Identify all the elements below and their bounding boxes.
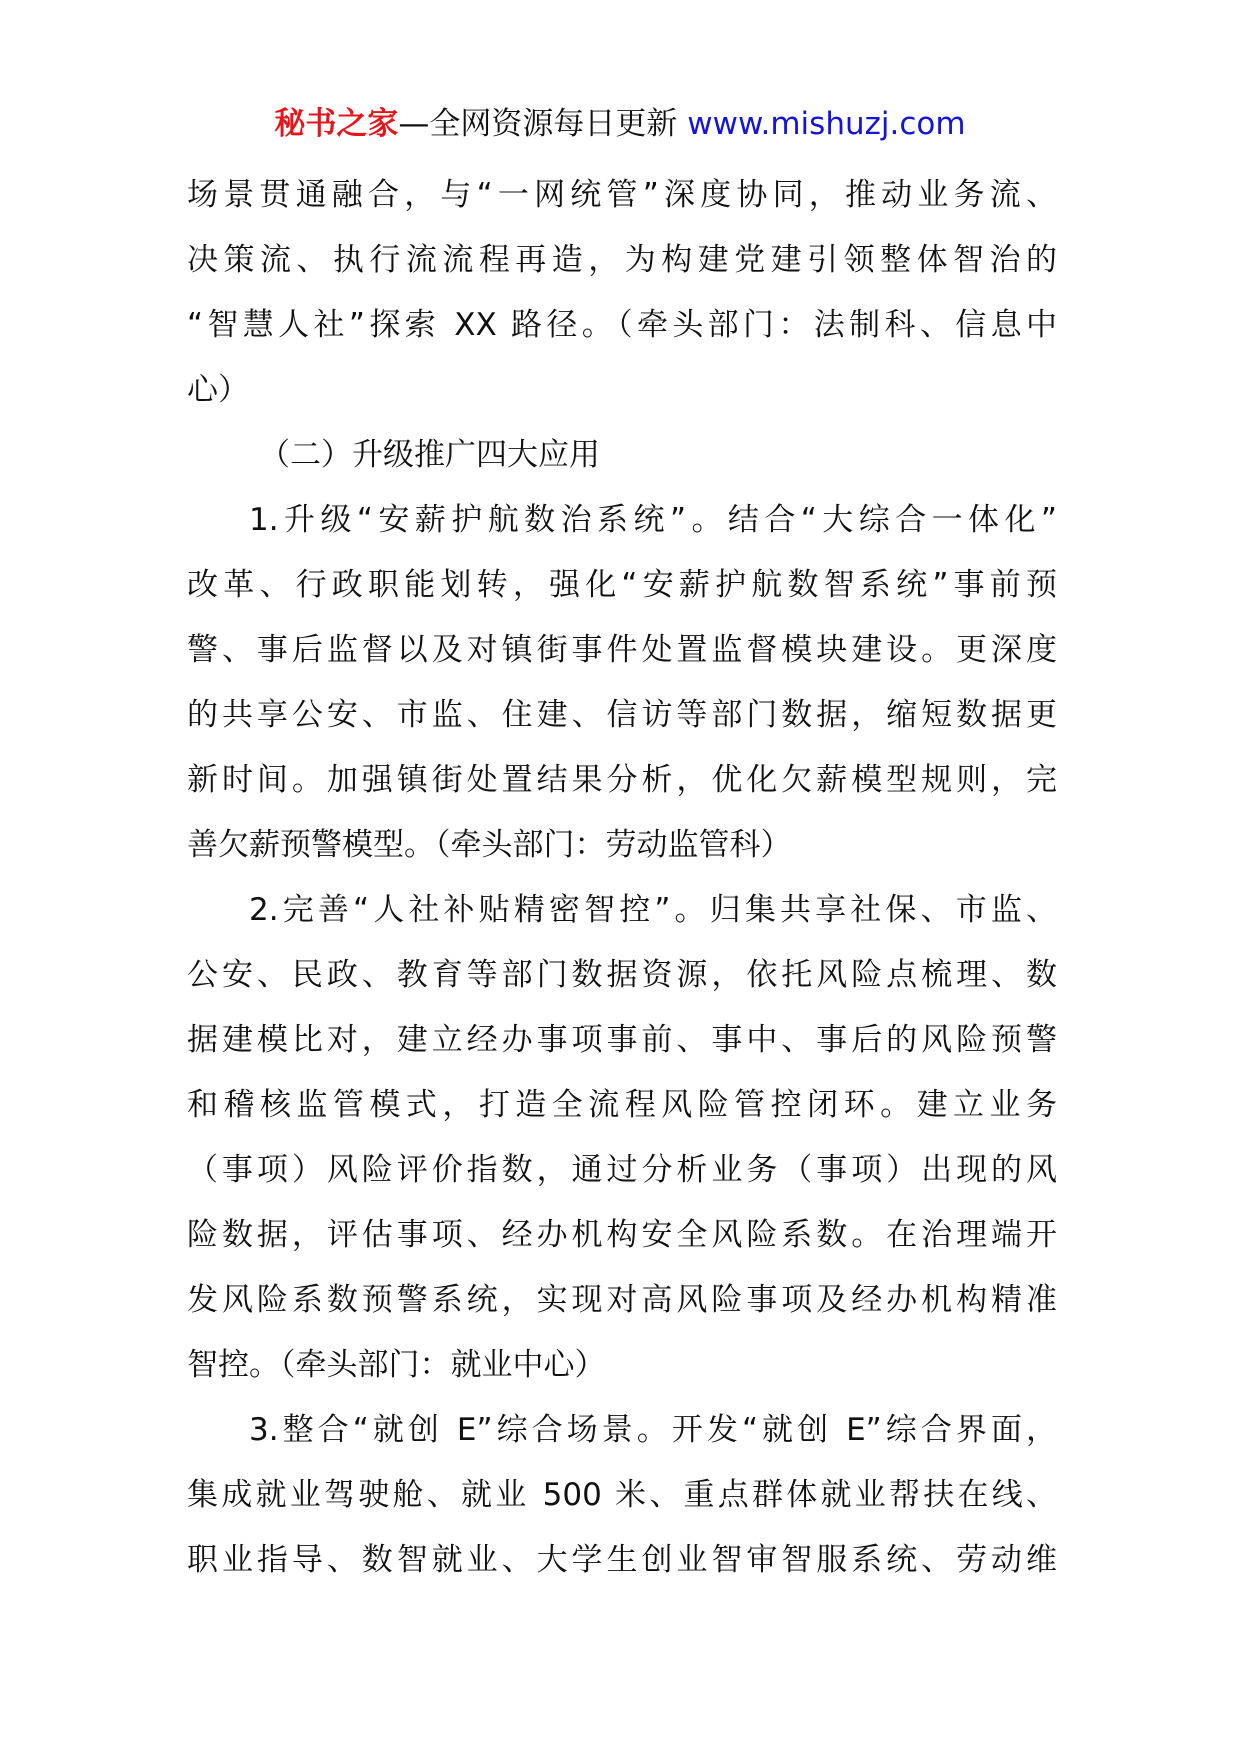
text-line: 1.升级“安薪护航数治系统”。结合“大综合一体化” <box>249 502 1057 538</box>
text-line: 公安、民政、教育等部门数据资源，依托风险点梳理、数 <box>187 957 1057 993</box>
paragraph-item-2 <box>187 878 1057 1398</box>
text-line: 2.完善“人社补贴精密智控”。归集共享社保、市监、 <box>249 892 1057 928</box>
paragraph-item-3 <box>187 1398 1057 1593</box>
section-heading-text: （二）升级推广四大应用 <box>259 437 600 473</box>
text-line: （事项）风险评价指数，通过分析业务（事项）出现的风 <box>187 1152 1057 1188</box>
text-line: “智慧人社”探索 XX 路径。（牵头部门：法制科、信息中 <box>187 307 1057 343</box>
text-line: 和稽核监管模式，打造全流程风险管控闭环。建立业务 <box>187 1087 1057 1123</box>
brand-slogan: —全网资源每日更新 <box>398 106 678 142</box>
text-line: 职业指导、数智就业、大学生创业智审智服系统、劳动维 <box>187 1542 1057 1578</box>
text-line: 3.整合“就创 E”综合场景。开发“就创 E”综合界面， <box>249 1412 1057 1448</box>
section-heading <box>187 423 1057 488</box>
text-line: 险数据，评估事项、经办机构安全风险系数。在治理端开 <box>187 1217 1057 1253</box>
text-line: 场景贯通融合，与“一网统管”深度协同，推动业务流、 <box>187 177 1057 213</box>
text-line: 据建模比对，建立经办事项事前、事中、事后的风险预警 <box>187 1022 1057 1058</box>
paragraph-continuation <box>187 163 1057 423</box>
text-line: 新时间。加强镇街处置结果分析，优化欠薪模型规则，完 <box>187 762 1057 798</box>
document-body <box>187 163 1057 1593</box>
text-line: 的共享公安、市监、住建、信访等部门数据，缩短数据更 <box>187 697 1057 733</box>
text-line: 发风险系数预警系统，实现对高风险事项及经办机构精准 <box>187 1282 1057 1318</box>
text-line: 智控。（牵头部门：就业中心） <box>187 1347 606 1383</box>
brand-name: 秘书之家 <box>274 106 399 142</box>
text-line: 善欠薪预警模型。（牵头部门：劳动监管科） <box>187 827 792 863</box>
text-line: 改革、行政职能划转，强化“安薪护航数智系统”事前预 <box>187 567 1057 603</box>
text-line: 警、事后监督以及对镇街事件处置监督模块建设。更深度 <box>187 632 1057 668</box>
text-line: 集成就业驾驶舱、就业 500 米、重点群体就业帮扶在线、 <box>187 1477 1057 1513</box>
paragraph-item-1 <box>187 488 1057 878</box>
text-line: 决策流、执行流流程再造，为构建党建引领整体智治的 <box>187 242 1057 278</box>
site-watermark-header <box>0 104 1240 144</box>
text-line: 心） <box>187 372 249 408</box>
site-url: www.mishuzj.com <box>687 106 966 142</box>
